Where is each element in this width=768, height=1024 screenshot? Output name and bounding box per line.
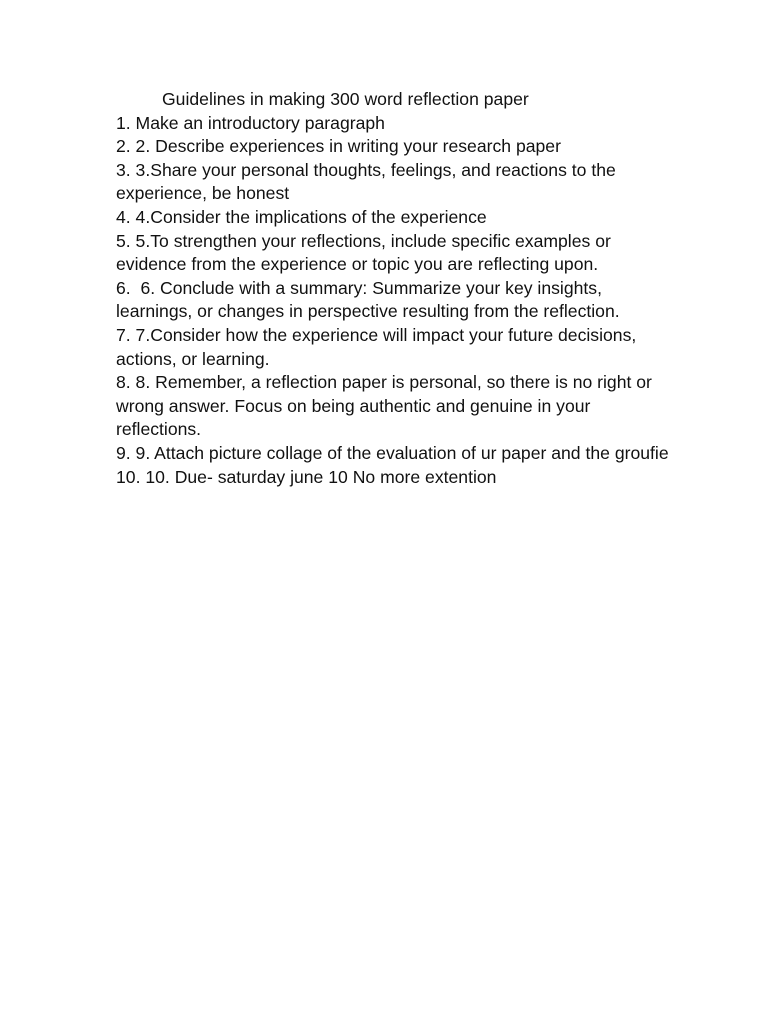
guideline-item-2: 2. 2. Describe experiences in writing your research paper (116, 136, 561, 157)
guideline-item-1: 1. Make an introductory paragraph (116, 112, 385, 133)
guideline-item-4: 4. 4.Consider the implications of the experience (116, 206, 487, 227)
guideline-item-3: 3. 3.Share your personal thoughts, feelings, and reactions to the experience, be honest (116, 159, 621, 204)
guideline-item-8: 8. 8. Remember, a reflection paper is personal, so there is no right or wrong answer. Focus on being authentic and genuine in your reflections. (116, 372, 657, 440)
document-body (116, 88, 676, 489)
guideline-item-9: 9. 9. Attach picture collage of the evaluation of ur paper and the groufie (116, 442, 669, 463)
guideline-item-5: 5. 5.To strengthen your reflections, include specific examples or evidence from the experience or topic you are reflecting upon. (116, 230, 616, 275)
guideline-item-10: 10. 10. Due- saturday june 10 No more extention (116, 466, 497, 487)
guideline-item-6: 6. 6. Conclude with a summary: Summarize your key insights, learnings, or changes in perspective resulting from the reflection. (116, 277, 620, 322)
document-title: Guidelines in making 300 word reflection paper (162, 89, 529, 109)
guideline-item-7: 7. 7.Consider how the experience will impact your future decisions, actions, or learning. (116, 324, 642, 369)
